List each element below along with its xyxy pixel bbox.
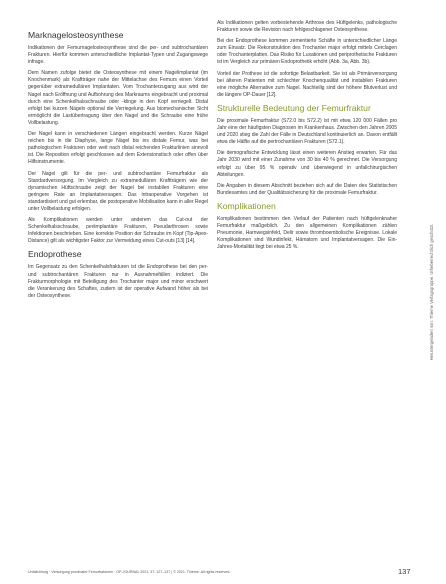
heading-komplikationen: Komplikationen: [217, 200, 276, 211]
paragraph: Komplikationen bestimmen den Verlauf der Patienten nach hüftgelenknaher Femurfraktur maßgeblich. Zu den allgemeinen Komplikationen zählen Pneumonie, Harnwegsinfekt, Delir sowie thromboembolische Ereignisse. Lokale Komplikationen sind Wundinfekt, Hämatom und Implantatversagen. Die Ein-Jahres-Mortalität liegt bei etwa 25 %.: [217, 215, 397, 251]
paragraph: Der Nagel kann in verschiedenen Längen eingebracht werden. Kurze Nägel reichen bis in die Diaphyse, lange Nägel bis ins distale Femur, was bei pathologischen Frakturen oder weit nach distal reichenden Frakturlinien sinnvoll ist. Die Reposition erfolgt geschlossen auf dem Extensionstisch oder offen über Hilfsinstrumente.: [28, 131, 208, 166]
paragraph: Bei der Endoprothese kommen zementierte Schäfte in unterschiedlicher Länge zum Einsatz. Die Rekonstruktion des Trochanter major erfolgt mittels Cerclagen oder Trochanterplatten. Das Risiko für Luxationen und periprothetische Frakturen ist im Vergleich zur primären Endoprothetik erhöht (Abb. 3a, Abb. 3b).: [217, 38, 397, 66]
left-column: [28, 20, 208, 304]
heading-marknagelosteosynthese: Marknagelosteosynthese: [28, 30, 124, 40]
paragraph: Als Indikationen gelten vorbestehende Arthrose des Hüftgelenks, pathologische Frakturen sowie die Revision nach fehlgeschlagener Osteosynthese.: [217, 20, 397, 34]
paragraph: Als Komplikationen werden unter anderem das Cut-out der Schenkelhalsschraube, periimplantäre Frakturen, Pseudarthrosen sowie Infektionen beschrieben. Eine korrekte Position der Schraube im Kopf (Tip-Apex-Distance) gilt als wichtigster Faktor zur Vermeidung eines Cut-outs [13] [14].: [28, 217, 208, 245]
right-column: [217, 20, 397, 255]
footer-citation: Unfallchirurg · Versorgung proximaler Femurfrakturen · OP-JOURNAL 2021; 37: 127–137 | © 2021. Thieme. All rights reserved.: [28, 570, 231, 574]
paragraph: Die proximale Femurfraktur (S72.0 bis S72.2) ist mit etwa 120 000 Fällen pro Jahr eine der häufigsten Diagnosen im Krankenhaus. Zwischen den Jahren 2005 und 2020 stieg die Zahl der Fälle in Deutschland kontinuierlich an. Davon entfällt etwa die Hälfte auf die pertrochantären Frakturen (S72.1).: [217, 117, 397, 146]
paragraph: Die Angaben in diesem Abschnitt beziehen sich auf die Daten des Statistischen Bundesamtes und der Qualitätssicherung für die proximale Femurfraktur.: [217, 182, 397, 196]
heading-endoprothese: Endoprothese: [28, 249, 82, 260]
paragraph: Indikationen der Femurnagelosteosynthese sind die per- und subtrochantären Frakturen. Hierfür kommen unterschiedliche Implantat-Typen und Zugangswege infrage.: [28, 45, 208, 66]
paragraph: Der Nagel gilt für die per- und subtrochantäre Femurfraktur als Standardversorgung. Im Vergleich zu extramedullären Kraftträgern wie der dynamischen Hüftschraube zeigt der Nagel bei instabilen Frakturen eine geringere Rate an Implantatversagen. Das intraoperative Vorgehen ist standardisiert und gut erlernbar, die postoperative Mobilisation kann in aller Regel unter Vollbelastung erfolgen.: [28, 170, 208, 212]
side-download-note: Heruntergeladen von: Thieme Verlagsgruppe. Urheberrechtlich geschützt.: [429, 223, 434, 361]
paragraph: Dem Namen zufolge bietet die Osteosynthese mit einem Nagelimplantat (im Knochenmark) als Kraftträger nahe der Mittelachse des Femurs einen Vorteil gegenüber extramedullären Implantaten. Vom Trochanterzugang aus wird der Nagel nach Eröffnung und Aufbohrung des Markraums eingebracht und proximal durch eine Schenkelhalsschraube oder -klinge in den Kopf verriegelt. Distal erfolgt bei kurzen Nägeln optional die Verriegelung. Aus biomechanischer Sicht ermöglicht die Lastübertragung über den Nagel und die Schraube eine frühe Vollbelastung.: [28, 70, 208, 126]
paragraph: Im Gegensatz zu den Schenkelhalsfrakturen ist die Endoprothese bei den per- und subtrochantären Frakturen nur in Ausnahmefällen indiziert. Die Frakturmorphologie mit Beteiligung des Trochanter major und minor erschwert die Verankerung des Schaftes, zudem ist der operative Aufwand höher als bei der Osteosynthese.: [28, 264, 208, 299]
page-number: 137: [398, 567, 411, 576]
paragraph: Die demografische Entwicklung lässt einen weiteren Anstieg erwarten. Für das Jahr 2030 wird mit einer Zunahme von 30 bis 40 % gerechnet. Die Versorgung erfolgt zu über 95 % operativ und überwiegend in unfallchirurgischen Abteilungen.: [217, 150, 397, 178]
paragraph: Vorteil der Prothese ist die sofortige Belastbarkeit. Sie ist als Primärversorgung bei älteren Patienten mit schlechter Knochenqualität und instabilen Frakturen eine mögliche Alternative zum Nagel. Nachteilig sind der höhere Blutverlust und die längere OP-Dauer [12].: [217, 70, 397, 98]
heading-strukturelle-bedeutung: Strukturelle Bedeutung der Femurfraktur: [217, 102, 371, 113]
